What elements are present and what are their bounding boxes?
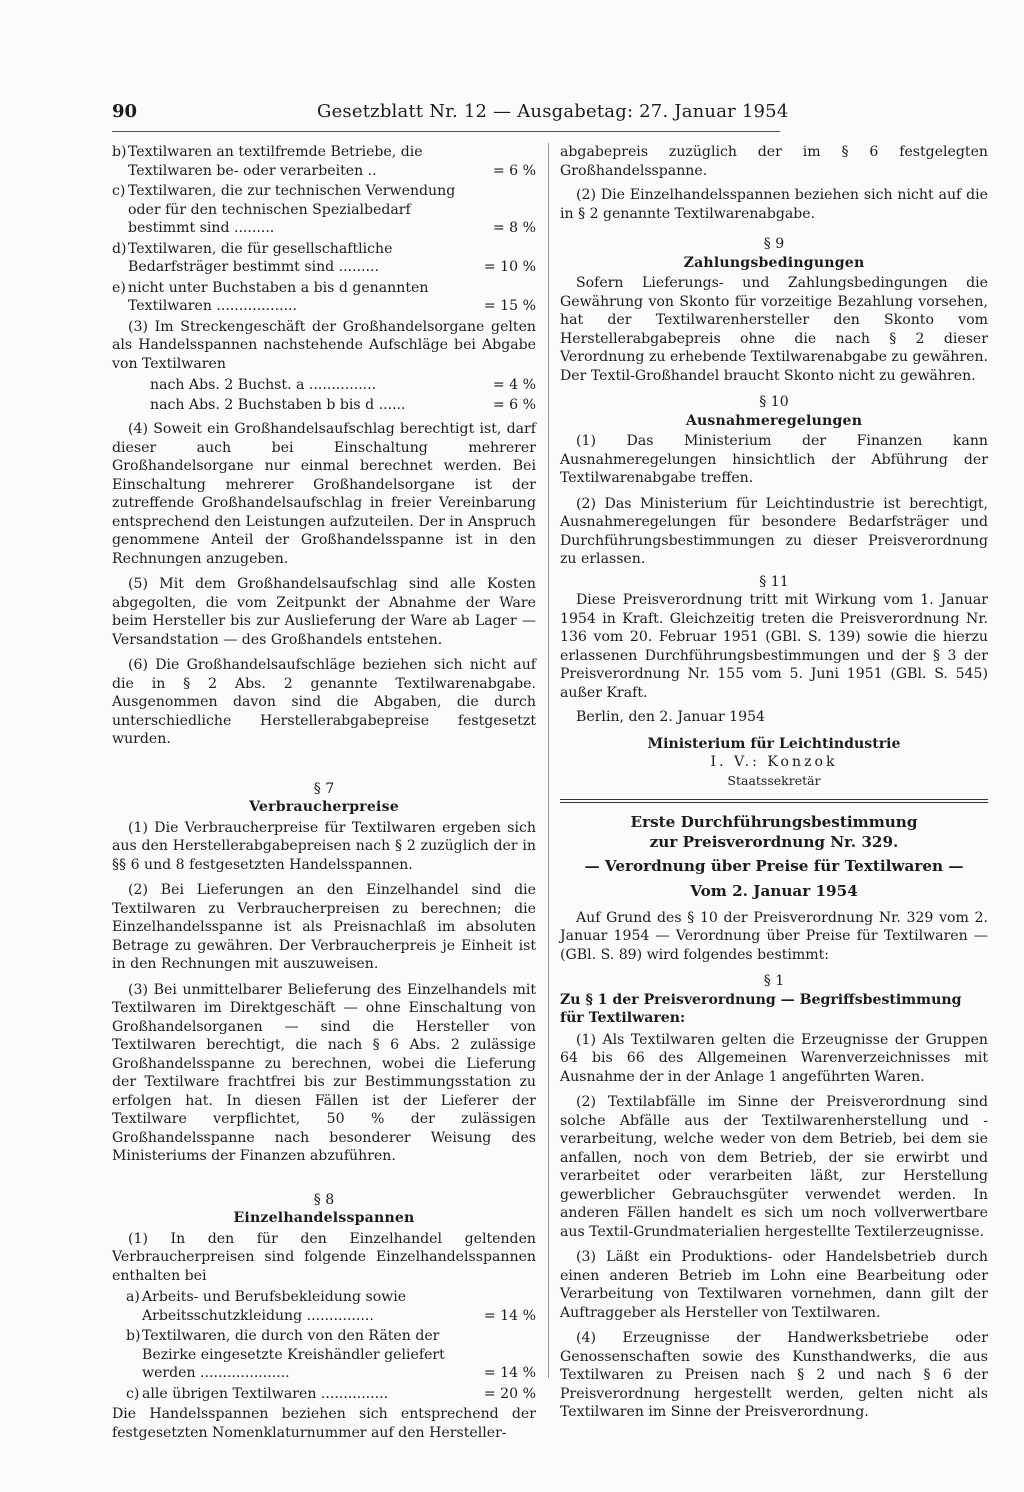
document-subtitle: — Verordnung über Preise für Textilwaren — [584,857,964,875]
paragraph-6-6: (6) Die Großhandelsaufschläge beziehen sich nicht auf die in § 2 Abs. 2 genannte Textilwarenabgabe. Ausgenommen davon sind die Abgaben, die durch unterschiedliche Herstellerabgabepreise festgesetzt wurden. [112,657,536,747]
left-column [112,143,536,1445]
rate-item-e: e) nicht unter Buchstaben a bis d genannten Textilwaren .................. = 15 % [112,279,536,314]
paragraph-6-3: (3) Im Streckengeschäft der Großhandelsorgane gelten als Handelsspannen nachstehende Aufschläge bei Abgabe von Textilwaren [112,318,536,372]
section-7-title: Verbraucherpreise [249,799,399,815]
document-title-line-1: Erste Durchführungsbestimmung [630,813,918,831]
paragraph-11: Diese Preisverordnung tritt mit Wirkung vom 1. Januar 1954 in Kraft. Gleichzeitig treten die Preisverordnung Nr. 136 vom 20. Februar 1951 (GBl. S. 139) sowie die hierzu erlassenen Durchführungsbestimmungen und der § 3 der Preisverordnung Nr. 155 vom 5. Juni 1951 (GBl. S. 545) außer Kraft. [560,592,988,701]
rate-item-d: d) Textilwaren, die für gesellschaftliche Bedarfsträger bestimmt sind ......... = 10 % [112,240,536,275]
signatory-title: Staatssekretär [727,772,821,788]
paragraph-8-2: (2) Die Einzelhandelsspannen beziehen sich nicht auf die in § 2 genannte Textilwarenabgabe. [560,187,988,222]
document-date: Vom 2. Januar 1954 [690,881,858,900]
margin-item-c: c) alle übrigen Textilwaren ............... = 20 % [126,1385,536,1402]
section-9-title: Zahlungsbedingungen [683,254,865,271]
paragraph-6-5: (5) Mit dem Großhandelsaufschlag sind alle Kosten abgegolten, die vom Zeitpunkt der Abnahme der Ware beim Hersteller bis zur Auslieferung der Ware ab Lager — Versandstation — des Großhandels entstehen. [112,576,536,648]
section-10-title: Ausnahmeregelungen [685,412,863,429]
signatory: I. V.: Konzok [710,754,838,770]
rate-row-b-d: nach Abs. 2 Buchstaben b bis d ...... = 6 % [150,396,536,413]
section-9-number: § 9 [763,236,785,252]
paragraph-8-1: (1) In den für den Einzelhandel geltenden Verbraucherpreisen sind folgende Einzelhandelsspannen enthalten bei [112,1230,536,1284]
paragraph-9: Sofern Lieferungs- und Zahlungsbedingungen die Gewährung von Skonto für vorzeitige Bezahlung vorsehen, hat der Textilwarenhersteller den Skonto vom Herstellerabgabepreis ohne die nach § 2 dieser Verordnung zu erhebende Textilwarenabgabe zu gewähren. Der Textil-Großhandel braucht Skonto nicht zu gewähren. [560,275,988,384]
right-column [560,143,988,1425]
section-11-number: § 11 [759,573,789,590]
paragraph-7-2: (2) Bei Lieferungen an den Einzelhandel sind die Textilwaren zu Verbraucherpreisen zu berechnen; die Einzelhandelsspanne ist als Preisnachlaß im absoluten Betrage zu gewähren. Der Verbraucherpreis je Einheit ist in den Rechnungen mit auszuweisen. [112,882,536,972]
rate-item-c: c) Textilwaren, die zur technischen Verwendung oder für den technischen Spezialbedarf bestimmt sind ......... = 8 % [112,183,536,236]
paragraph-8-tail: Die Handelsspannen beziehen sich entsprechend der festgesetzten Nomenklaturnummer auf den Hersteller- [112,1406,536,1441]
place-date: Berlin, den 2. Januar 1954 [576,709,766,725]
page-number: 90 [112,101,138,122]
ministry-name: Ministerium für Leichtindustrie [647,735,901,752]
dfb-paragraph-1: (1) Als Textilwaren gelten die Erzeugnisse der Gruppen 64 bis 66 des Allgemeinen Warenverzeichnisses mit Ausnahme der in der Anlage 1 angeführten Waren. [560,1031,988,1085]
page-header [112,101,789,131]
paragraph-6-4: (4) Soweit ein Großhandelsaufschlag berechtigt ist, darf dieser auch bei Einschaltung mehrerer Großhandelsorgane nur einmal berechnet werden. Bei Einschaltung mehrerer Großhandelsorgane ist der zutreffende Großhandelsaufschlag in freier Vereinbarung entsprechend den Leistungen aufzuteilen. Der in Anspruch genommene Anteil der Großhandelsspanne ist in den Rechnungen anzugeben. [112,421,536,567]
margin-item-a: a) Arbeits- und Berufsbekleidung sowie Arbeitsschutzkleidung ............... = 14 % [126,1289,536,1324]
paragraph-10-2: (2) Das Ministerium für Leichtindustrie ist berechtigt, Ausnahmeregelungen für besondere Bedarfsträger und Durchführungsbestimmungen zu dieser Preisverordnung zu erlassen. [560,495,988,567]
column-divider [548,143,549,1378]
paragraph-8-continued: abgabepreis zuzüglich der im § 6 festgelegten Großhandelsspanne. [560,144,988,179]
dfb-section-1-number: § 1 [763,973,785,989]
paragraph-10-1: (1) Das Ministerium der Finanzen kann Ausnahmeregelungen hinsichtlich der Abführung der Textilwarenabgabe treffen. [560,433,988,486]
margin-item-b: b) Textilwaren, die durch von den Räten der Bezirke eingesetzte Kreishändler geliefert werden .................... = 14 % [126,1328,536,1381]
dfb-paragraph-4: (4) Erzeugnisse der Handwerksbetriebe oder Genossenschaften sowie des Kunsthandwerks, die aus Textilwaren zu Preisen nach § 2 und nach § 6 der Preisverordnung hergestellt werden, gelten nicht als Textilwaren im Sinne der Preisverordnung. [560,1330,988,1420]
running-title: Gesetzblatt Nr. 12 — Ausgabetag: 27. Januar 1954 [317,101,789,122]
preamble: Auf Grund des § 10 der Preisverordnung Nr. 329 vom 2. Januar 1954 — Verordnung über Preise für Textilwaren — (GBl. S. 89) wird folgendes bestimmt: [560,909,988,963]
rate-row-a: nach Abs. 2 Buchst. a ............... = 4 % [150,377,536,393]
section-8-number: § 8 [313,1191,335,1208]
dfb-section-1-title: Zu § 1 der Preisverordnung — Begriffsbestimmung für Textilwaren: [560,991,962,1026]
dfb-paragraph-2: (2) Textilabfälle im Sinne der Preisverordnung sind solche Abfälle aus der Textilwarenherstellung und -verarbeitung, welche weder von dem Betrieb, bei dem sie anfallen, noch von dem Betrieb, der sie erwirbt und verarbeitet oder verarbeiten läßt, zur Herstellung gewerblicher Gebrauchsgüter verwendet werden. In anderen Fällen handelt es sich um noch vollverwertbare aus Textil-Grundmaterialien hergestellte Textilerzeugnisse. [560,1094,988,1240]
paragraph-7-1: (1) Die Verbraucherpreise für Textilwaren ergeben sich aus den Herstellerabgabepreisen nach § 2 zuzüglich der in §§ 6 und 8 festgesetzten Handelsspannen. [112,819,536,873]
section-7-number: § 7 [313,780,335,797]
header-rule [112,131,780,132]
rate-item-b: b) Textilwaren an textilfremde Betriebe, die Textilwaren be- oder verarbeiten .. = 6 % [112,144,536,179]
section-separator [560,799,988,803]
document-title-line-2: zur Preisverordnung Nr. 329. [649,833,899,851]
section-8-title: Einzelhandelsspannen [233,1210,415,1226]
section-10-number: § 10 [759,394,789,410]
dfb-paragraph-3: (3) Läßt ein Produktions- oder Handelsbetrieb durch einen anderen Betrieb im Lohn eine Bearbeitung oder Verarbeitung von Textilwaren vornehmen, dann gilt der Auftraggeber als Hersteller von Textilwaren. [560,1249,988,1321]
paragraph-7-3: (3) Bei unmittelbarer Belieferung des Einzelhandels mit Textilwaren im Direktgeschäft — ohne Einschaltung von Großhandelsorganen — sind die Hersteller von Textilwaren berechtigt, die nach § 6 Abs. 2 zulässige Großhandelsspanne zu berechnen, wobei die Lieferung der Textilware frachtfrei bis zur Bestimmungsstation zu erfolgen hat. In diesen Fällen ist der Lieferer der Textilware verpflichtet, 50 % der zulässigen Großhandelsspanne nach besonderer Weisung des Ministeriums der Finanzen abzuführen. [112,981,536,1164]
